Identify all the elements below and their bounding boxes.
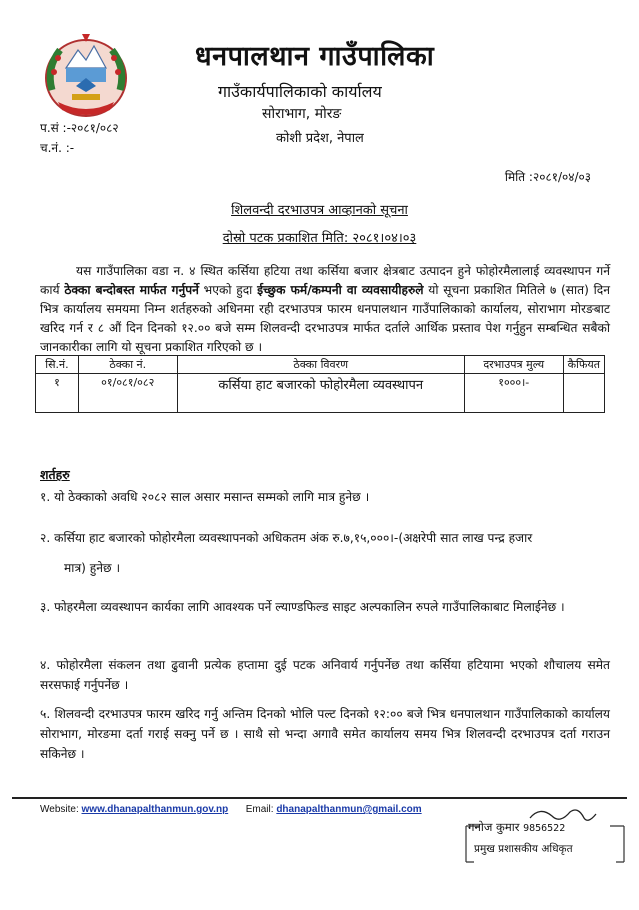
- reference-block: [40, 118, 119, 158]
- term-item-2-continued: मात्र) हुनेछ ।: [64, 561, 121, 575]
- paragraph-bold-1: ठेक्का बन्दोबस्त मार्फत गर्नुपर्ने: [64, 283, 199, 297]
- paragraph-part-a: यस गाउँपालिका वडा न. ४ स्थित कर्सिया हटिया तथा कर्सिया बजार क्षेत्रबाट उत्पादन हुने फोहोरमैलालाई व्यवस्थापन गर्ने कार्य: [40, 264, 610, 297]
- publication-line: [0, 228, 639, 246]
- cell-contract-no: ०१/०८१/०८२: [78, 374, 177, 413]
- term-item-5: ५. शिलवन्दी दरभाउपत्र फारम खरिद गर्नु अन्तिम दिनको भोलि पल्ट दिनको १२:०० बजे भित्र धनपालथान गाउँपालिकाको कार्यालय सोराभाग, मोरङमा दर्ता गराई सक्नु पर्ने छ । साथै सो भन्दा अगावै समेत कार्यालय समय भित्र शिलवन्दी दरभाउपत्र दर्ता गराउन सकिनेछ ।: [40, 707, 610, 761]
- email-label: Email:: [245, 804, 274, 815]
- table-row: [36, 374, 605, 413]
- signature-stamp: [460, 804, 630, 870]
- notice-paragraph: [40, 262, 610, 357]
- paragraph-part-c: यो सूचना प्रकाशित मितिले ७ (सात) दिन भित्र कार्यालय समयमा निम्न शर्तहरुको अधिनमा रही दरभाउपत्र फारम धनपालथान गाउँपालिकाको कार्यालय, सोराभाग मोरङबाट खरिद गर्न र ८ औं दिन दिनको १२.०० बजे सम्म शिलवन्दी दरभाउपत्र मार्फत दर्ताले आर्थिक प्रस्ताव पेश गर्नुहुन सम्बन्धित सबैको जानकारीका लागि यो सूचना प्रकाशित गरिएको छ ।: [40, 283, 610, 354]
- dispatch-number: च.नं. :-: [40, 141, 75, 155]
- term-item-1: १. यो ठेक्काको अवधि २०८२ साल असार मसान्त सम्मको लागि मात्र हुनेछ ।: [40, 490, 370, 504]
- header-description: ठेक्का विवरण: [177, 356, 464, 374]
- term-item-2: २. कर्सिया हाट बजारको फोहोरमैला व्यवस्थापनको अधिकतम अंक रु.७,१५,०००।-(अक्षरेपी सात लाख पन्द्र हजार: [40, 531, 533, 545]
- notice-subject-text: शिलवन्दी दरभाउपत्र आव्हानको सूचना: [231, 203, 408, 218]
- municipality-title: धनपालथान गाउँपालिका: [195, 41, 435, 72]
- header-contract-no: ठेक्का नं.: [78, 356, 177, 374]
- table-header-row: [36, 356, 605, 374]
- terms-heading: शर्तहरु: [40, 467, 70, 482]
- cell-sn: १: [36, 374, 79, 413]
- term-item-3: ३. फोहरमैला व्यवस्थापन कार्यका लागि आवश्यक पर्ने ल्याण्डफिल्ड साइट अल्पकालिन रुपले गाउँपालिकाबाट मिलाईनेछ ।: [40, 600, 565, 614]
- cell-description: कर्सिया हाट बजारको फोहोरमैला व्यवस्थापन: [177, 374, 464, 413]
- notice-subject: [0, 200, 639, 218]
- signature-name: गनोज कुमार: [468, 820, 520, 834]
- nepal-emblem-logo: [38, 28, 134, 120]
- header-remarks: कैफियत: [563, 356, 604, 374]
- cell-price: १०००।-: [464, 374, 563, 413]
- office-name: गाउँकार्यपालिकाको कार्यालय: [218, 82, 382, 101]
- signature-title: प्रमुख प्रशासकीय अधिकृत: [474, 843, 573, 855]
- reference-number: प.सं :-२०८१/०८२: [40, 121, 119, 135]
- notice-date: मिति :२०८१/०४/०३: [504, 170, 591, 184]
- office-address: सोराभाग, मोरङ: [262, 106, 342, 122]
- tender-table: [35, 355, 605, 413]
- footer-divider: [12, 797, 627, 799]
- term-item-4: ४. फोहोरमैला संकलन तथा ढुवानी प्रत्येक हप्तामा दुई पटक अनिवार्य गर्नुपर्नेछ तथा कर्सिया हटियामा भएको शौचालय समेत सरसफाई गर्नुपर्नेछ ।: [40, 658, 610, 692]
- signature-scribble: [460, 804, 630, 870]
- email-link[interactable]: dhanapalthanmun@gmail.com: [276, 804, 422, 815]
- paragraph-bold-2: ईच्छुक फर्म/कम्पनी वा व्यवसायीहरुले: [257, 283, 424, 297]
- cell-remarks: [563, 374, 604, 413]
- website-link[interactable]: www.dhanapalthanmun.gov.np: [81, 804, 229, 815]
- stamp-number: 9856522: [523, 823, 566, 834]
- header-price: दरभाउपत्र मुल्य: [464, 356, 563, 374]
- paragraph-part-b: भएको हुदा: [198, 283, 258, 297]
- footer-contact: [40, 804, 422, 815]
- header-sn: सि.नं.: [36, 356, 79, 374]
- province-country: कोशी प्रदेश, नेपाल: [276, 131, 364, 146]
- publication-date-text: दोस्रो पटक प्रकाशित मिति: २०८१।०४।०३: [222, 231, 417, 246]
- website-label: Website:: [40, 804, 79, 815]
